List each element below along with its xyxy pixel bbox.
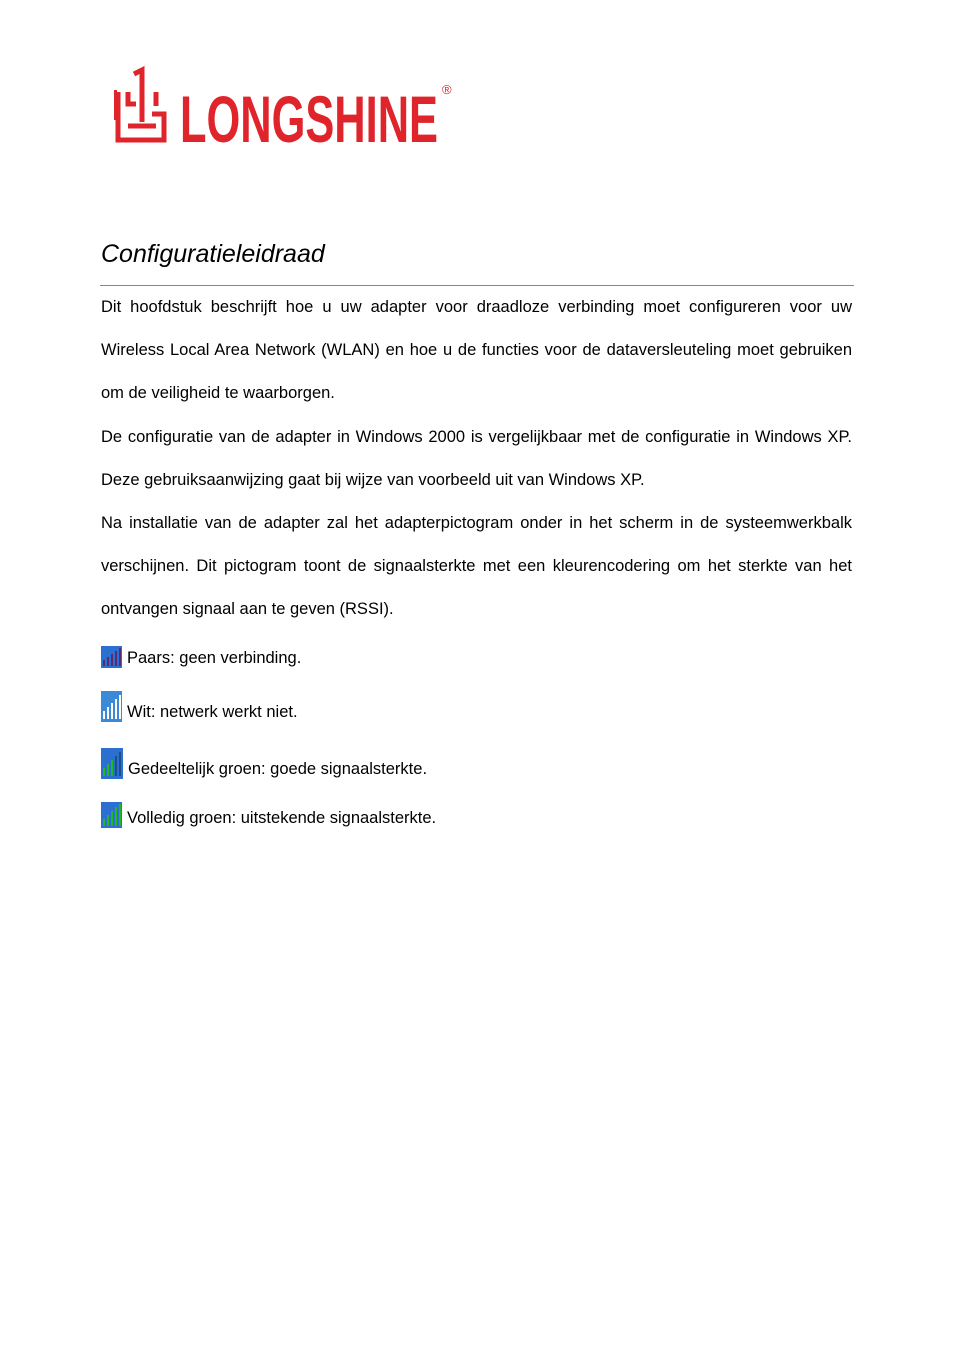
legend-item-purple [101,634,301,668]
legend-label: Gedeeltelijk groen: goede signaalsterkte. [128,760,428,778]
longshine-logo-graphic [112,66,458,148]
windows-paragraph: De configuratie van de adapter in Windows 2000 is vergelijkbaar met de configuratie in Windows XP. Deze gebruiksaanwijzing gaat bij wijze van voorbeeld uit van Windows XP. [101,428,852,490]
intro-paragraph: Dit hoofdstuk beschrijft hoe u uw adapter voor draadloze verbinding moet configureren voor uw Wireless Local Area Network (WLAN) en hoe u de functies voor de dataversleuteling moet gebruiken om de veiligheid te waarborgen. [101,298,852,403]
signal-partial-green-icon [101,748,123,779]
icon-paragraph: Na installatie van de adapter zal het adapterpictogram onder in het scherm in de systeemwerkbalk verschijnen. Dit pictogram toont de signaalsterkte met een kleurencodering om het sterkte van het ontvangen signaal aan te geven (RSSI). [101,514,852,619]
legend-item-white [101,688,298,722]
legend-label: Wit: netwerk werkt niet. [127,703,298,721]
signal-full-green-icon [101,802,122,828]
logo-wordmark: LONGSHINE [180,82,438,148]
legend-item-full-green [101,794,436,828]
page-title: Configuratieleidraad [101,240,325,268]
signal-purple-icon [101,646,122,668]
legend-label: Volledig groen: uitstekende signaalsterkte. [127,809,437,827]
longshine-logo [112,66,458,148]
signal-white-icon [101,691,122,722]
registered-mark: ® [442,82,452,97]
legend-label: Paars: geen verbinding. [127,649,302,667]
legend-item-partial-green [101,745,427,779]
